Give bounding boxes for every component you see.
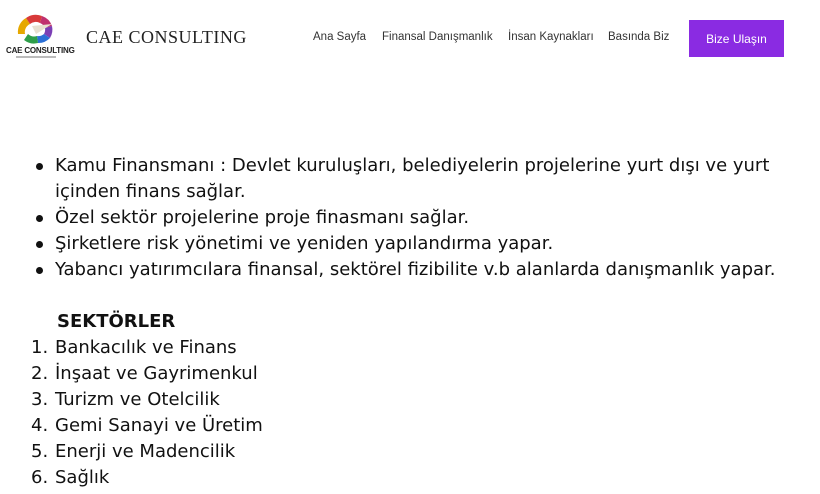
list-item <box>31 413 263 439</box>
item-label: Enerji ve Madencilik <box>55 441 236 462</box>
nav-human-resources[interactable]: İnsan Kaynakları <box>508 31 594 43</box>
logo[interactable] <box>6 12 75 62</box>
nav-home[interactable]: Ana Sayfa <box>313 31 367 43</box>
list-item: Özel sektör projelerine proje finasmanı sağlar. <box>31 205 791 231</box>
list-item <box>31 465 263 491</box>
item-number: 1. <box>31 337 49 358</box>
services-list <box>31 153 791 283</box>
list-item <box>31 335 263 361</box>
sectors-list <box>31 335 263 491</box>
list-item <box>31 361 263 387</box>
list-item: Şirketlere risk yönetimi ve yeniden yapılandırma yapar. <box>31 231 791 257</box>
nav-financial-consulting[interactable]: Finansal Danışmanlık <box>382 31 493 43</box>
list-item <box>31 387 263 413</box>
item-number: 4. <box>31 415 49 436</box>
brand-name[interactable]: CAE CONSULTING <box>86 27 247 47</box>
item-number: 2. <box>31 363 49 384</box>
contact-button[interactable]: Bize Ulaşın <box>689 20 784 57</box>
item-label: Sağlık <box>55 467 110 488</box>
list-item: Kamu Finansmanı : Devlet kuruluşları, belediyelerin projelerine yurt dışı ve yurt içinden finans sağlar. <box>31 153 791 205</box>
list-item: Yabancı yatırımcılara finansal, sektörel fizibilite v.b alanlarda danışmanlık yapar. <box>31 257 791 283</box>
logo-mark-icon <box>12 12 58 44</box>
site-header <box>0 0 820 78</box>
item-number: 5. <box>31 441 49 462</box>
logo-tagline <box>16 56 56 58</box>
item-number: 3. <box>31 389 49 410</box>
nav-press[interactable]: Basında Biz <box>608 31 670 43</box>
logo-text: CAE CONSULTING <box>6 46 75 55</box>
item-label: Turizm ve Otelcilik <box>55 389 220 410</box>
sectors-heading: SEKTÖRLER <box>57 311 176 332</box>
item-label: İnşaat ve Gayrimenkul <box>55 363 258 384</box>
item-number: 6. <box>31 467 49 488</box>
item-label: Bankacılık ve Finans <box>55 337 237 358</box>
item-label: Gemi Sanayi ve Üretim <box>55 415 263 436</box>
list-item <box>31 439 263 465</box>
